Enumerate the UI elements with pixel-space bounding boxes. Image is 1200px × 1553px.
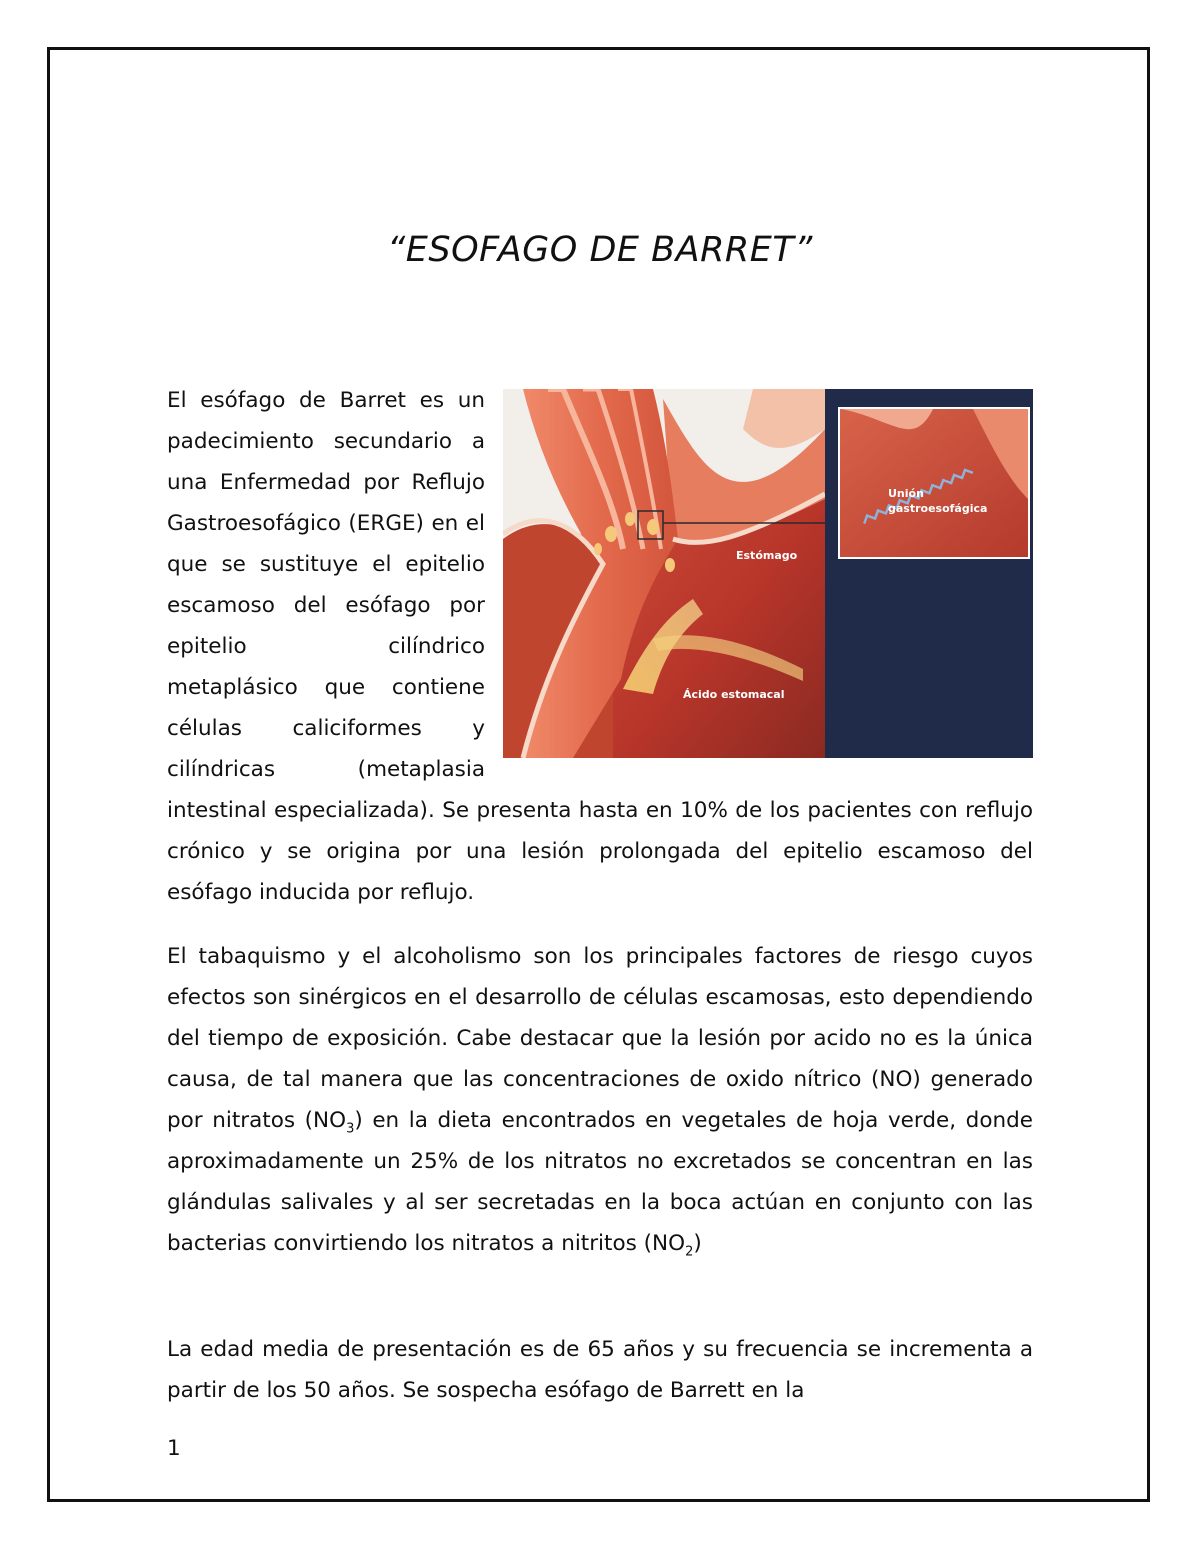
paragraph-2-text-c: ) <box>693 1231 702 1256</box>
paragraph-3: La edad media de presentación es de 65 años y su frecuencia se incrementa a partir de los 50 años. Se sospecha esófago de Barrett en la <box>167 1337 1033 1403</box>
paragraph-2-text-b: ) en la dieta encontrados en vegetales de hoja verde, donde aproximadamente un 25% de los nitratos no excretados se concentran en las glándulas salivales y al ser secretadas en la boca actúan en conjunto con las bacterias convirtiendo los nitratos a nitritos (NO <box>167 1108 1033 1256</box>
label-union-2: gastroesofágica <box>888 502 988 515</box>
label-stomach: Estómago <box>736 549 798 562</box>
subscript-3: 3 <box>346 1121 355 1137</box>
paragraph-2-text-a: El tabaquismo y el alcoholismo son los principales factores de riesgo cuyos efectos son sinérgicos en el desarrollo de células escamosas, esto dependiendo del tiempo de exposición. Cabe destacar que la lesión por acido no es la única causa, de tal manera que las concentraciones de oxido nítrico (NO) generado por nitratos (NO <box>167 944 1033 1133</box>
subscript-2: 2 <box>685 1244 694 1260</box>
page-number: 1 <box>167 1436 181 1461</box>
label-union-1: Unión <box>888 487 924 500</box>
paragraph-2 <box>167 936 1033 1264</box>
document-title: “ESOFAGO DE BARRET” <box>387 230 813 270</box>
esophagus-illustration-svg <box>503 389 1033 758</box>
esophagus-illustration <box>503 389 1033 758</box>
paragraph-1-text: El esófago de Barret es un padecimiento secundario a una Enfermedad por Reflujo Gastroesofágico (ERGE) en el que se sustituye el epitelio escamoso del esófago por epitelio cilíndrico metaplásico que contiene células caliciformes y cilíndricas (metaplasia intestinal especializada). Se presenta hasta en 10% de los pacientes con reflujo crónico y se origina por una lesión prolongada del epitelio escamoso del esófago inducida por reflujo. <box>167 388 1033 905</box>
label-stomach-acid: Ácido estomacal <box>683 688 785 701</box>
paragraph-1 <box>167 380 1033 913</box>
